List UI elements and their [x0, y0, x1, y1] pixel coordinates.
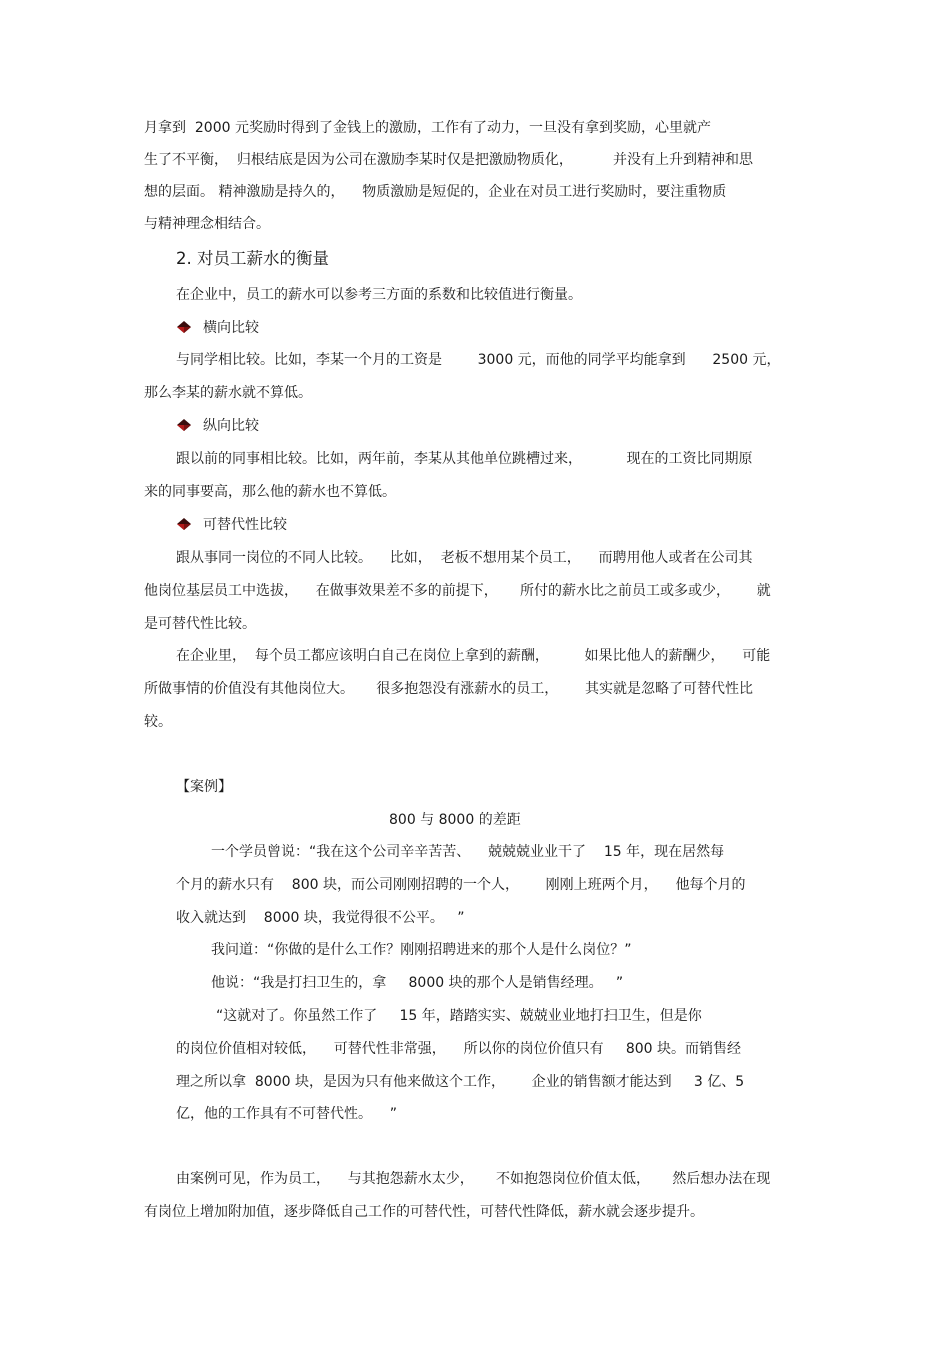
- body-line: 在企业里， 每个员工都应该明白自己在岗位上拿到的薪酬， 如果比他人的薪酬少， 可能: [176, 648, 771, 664]
- case-title: 800 与 8000 的差距: [389, 812, 521, 828]
- case-line: 我问道：“你做的是什么工作？刚刚招聘进来的那个人是什么岗位？”: [211, 942, 632, 958]
- subheading-vertical: 纵向比较: [203, 418, 259, 434]
- diamond-bullet-icon: [176, 517, 192, 531]
- intro-text: 在企业中，员工的薪水可以参考三方面的系数和比较值进行衡量。: [176, 287, 582, 303]
- case-line: 理之所以拿 8000 块，是因为只有他来做这个工作， 企业的销售额才能达到 3 亿、5: [176, 1074, 745, 1090]
- diamond-bullet-icon: [176, 320, 192, 334]
- body-line: 较。: [144, 714, 172, 730]
- body-line: 那么李某的薪水就不算低。: [144, 385, 312, 401]
- body-line: 与同学相比较。比如，李某一个月的工资是 3000 元，而他的同学平均能拿到 2500 元，: [176, 352, 781, 368]
- case-line: 他说：“我是打扫卫生的，拿 8000 块的那个人是销售经理。 ”: [211, 975, 624, 991]
- body-line: 想的层面。 精神激励是持久的， 物质激励是短促的，企业在对员工进行奖励时，要注重物质: [144, 184, 727, 200]
- body-line: 跟从事同一岗位的不同人比较。 比如， 老板不想用某个员工， 而聘用他人或者在公司其: [176, 550, 753, 566]
- case-line: 的岗位价值相对较低， 可替代性非常强， 所以你的岗位价值只有 800 块。而销售经: [176, 1041, 742, 1057]
- body-line: 月拿到 2000 元奖励时得到了金钱上的激励，工作有了动力，一旦没有拿到奖励，心里就产: [144, 120, 711, 136]
- diamond-bullet-icon: [176, 418, 192, 432]
- body-line: 与精神理念相结合。: [144, 216, 270, 232]
- body-line: 跟以前的同事相比较。比如，两年前，李某从其他单位跳槽过来， 现在的工资比同期原: [176, 451, 753, 467]
- body-line: 生了不平衡， 归根结底是因为公司在激励李某时仅是把激励物质化， 并没有上升到精神和思: [144, 152, 753, 168]
- case-line: “这就对了。你虽然工作了 15 年，踏踏实实、兢兢业业地打扫卫生，但是你: [216, 1008, 702, 1024]
- case-line: 亿，他的工作具有不可替代性。 ”: [176, 1106, 398, 1122]
- subheading-horizontal: 横向比较: [203, 320, 259, 336]
- case-line: 个月的薪水只有 800 块，而公司刚刚招聘的一个人， 刚刚上班两个月， 他每个月的: [176, 877, 746, 893]
- body-line: 是可替代性比较。: [144, 616, 256, 632]
- section-heading: 2. 对员工薪水的衡量: [176, 249, 329, 268]
- body-line: 由案例可见，作为员工， 与其抱怨薪水太少， 不如抱怨岗位价值太低， 然后想办法在现: [176, 1171, 771, 1187]
- body-line: 所做事情的价值没有其他岗位大。 很多抱怨没有涨薪水的员工， 其实就是忽略了可替代性比: [144, 681, 753, 697]
- body-line: 他岗位基层员工中选拔， 在做事效果差不多的前提下， 所付的薪水比之前员工或多或少， 就: [144, 583, 771, 599]
- case-line: 收入就达到 8000 块，我觉得很不公平。 ”: [176, 910, 465, 926]
- case-line: 一个学员曾说：“我在这个公司辛辛苦苦、 兢兢兢业业干了 15 年，现在居然每: [211, 844, 725, 860]
- case-label: 【案例】: [176, 779, 232, 795]
- body-line: 来的同事要高，那么他的薪水也不算低。: [144, 484, 396, 500]
- subheading-substitutability: 可替代性比较: [203, 517, 287, 533]
- body-line: 有岗位上增加附加值，逐步降低自己工作的可替代性，可替代性降低，薪水就会逐步提升。: [144, 1204, 704, 1220]
